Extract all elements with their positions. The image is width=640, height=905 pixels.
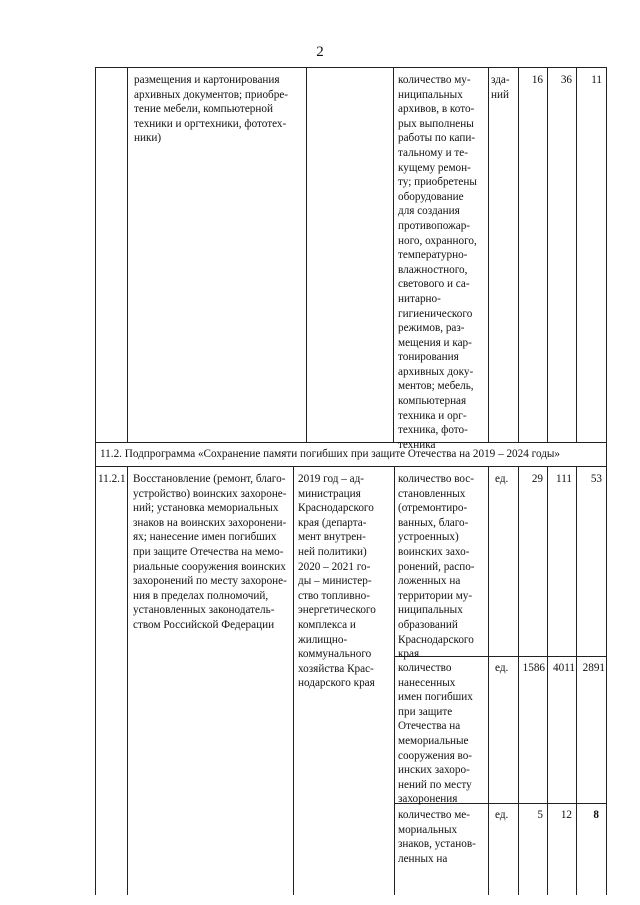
top-row-unit: зда- ний — [491, 74, 510, 101]
col-divider — [576, 466, 577, 895]
top-row-description: размещения и картонирования архивных документов; приобре- тение мебели, компьютерной техники и оргтехники, фототех- ники) — [134, 74, 289, 145]
col-divider — [394, 466, 395, 895]
col-divider — [127, 67, 128, 442]
row-divider — [95, 442, 607, 443]
indicator-restored-burials: количество вос- становленных (отремонтиро- ванных, благо- устроенных) воинских захо- ронений, распо- ложенных на территории му- ниципальных образований Краснодарского края — [398, 473, 475, 661]
col-divider — [293, 466, 294, 895]
indicator-value-2020: 4011 — [553, 662, 575, 674]
indicator-names-applied: количество нанесенных имен погибших при защите Отечества на мемориальные сооружения во- инских захоро- нений по месту захоронения — [398, 662, 473, 806]
col-divider — [518, 466, 519, 895]
indicator-value-2021: 2891 — [582, 662, 605, 674]
table-border-top — [95, 67, 607, 68]
indicator-unit: ед. — [495, 473, 509, 485]
col-divider — [127, 466, 128, 895]
indicator-value-2020: 12 — [560, 809, 572, 821]
col-divider — [306, 67, 307, 442]
row-number: 11.2.1 — [98, 473, 126, 485]
col-divider — [576, 67, 577, 442]
col-divider — [488, 67, 489, 442]
indicator-value-2021: 8 — [593, 809, 599, 821]
col-divider — [518, 67, 519, 442]
row-description: Восстановление (ремонт, благо- устройство) воинских захороне- ний; установка мемориальных знаков на воинских захоронени- ях; нанесение имен погибших при защите Отечества на мемо- риальные сооружения воинских захоронений по месту захороне- ния в пределах полномочий, установленных законодатель- ством Российской Федерации — [133, 473, 287, 631]
subprogram-heading: 11.2. Подпрограмма «Сохранение памяти погибших при защите Отечества на 2019 – 2024 годы» — [100, 448, 561, 460]
indicator-value-2020: 111 — [556, 473, 572, 485]
col-divider — [547, 466, 548, 895]
page-number: 2 — [316, 44, 324, 60]
row-executor: 2019 год – ад- министрация Краснодарского края (департа- мент внутрен- ней политики) 2020 – 2021 го- ды – министер- ство топливно- энергетического комплекса и жилищно- коммунального хозяйства Крас- нодарского края — [298, 473, 376, 690]
indicator-unit: ед. — [495, 809, 509, 821]
indicator-value-2019: 5 — [537, 809, 543, 821]
top-row-value-2019: 16 — [531, 74, 543, 86]
top-row-value-2021: 11 — [591, 74, 602, 86]
col-divider — [393, 67, 394, 442]
row-divider — [95, 466, 607, 467]
indicator-memorial-signs: количество ме- мориальных знаков, установ- ленных на — [398, 809, 476, 865]
indicator-unit: ед. — [495, 662, 509, 674]
table-border-right — [606, 67, 607, 895]
indicator-value-2019: 29 — [531, 473, 543, 485]
indicator-value-2021: 53 — [590, 473, 602, 485]
col-divider — [547, 67, 548, 442]
indicator-value-2019: 1586 — [522, 662, 545, 674]
table-border-left — [95, 67, 96, 895]
col-divider — [488, 466, 489, 895]
top-row-indicator: количество му- ниципальных архивов, в кото- рых выполнены работы по капи- тальному и те- кущему ремон- ту; приобретены оборудование для создания противопожар- ного, охранного, температурно- влажностного, светового и са- нитарно- гигиенического режимов, раз- мещения и кар- тонирования архивных доку- ментов; мебель, компьютерная техника и орг- техника, фото- техника — [398, 74, 477, 451]
top-row-value-2020: 36 — [560, 74, 572, 86]
